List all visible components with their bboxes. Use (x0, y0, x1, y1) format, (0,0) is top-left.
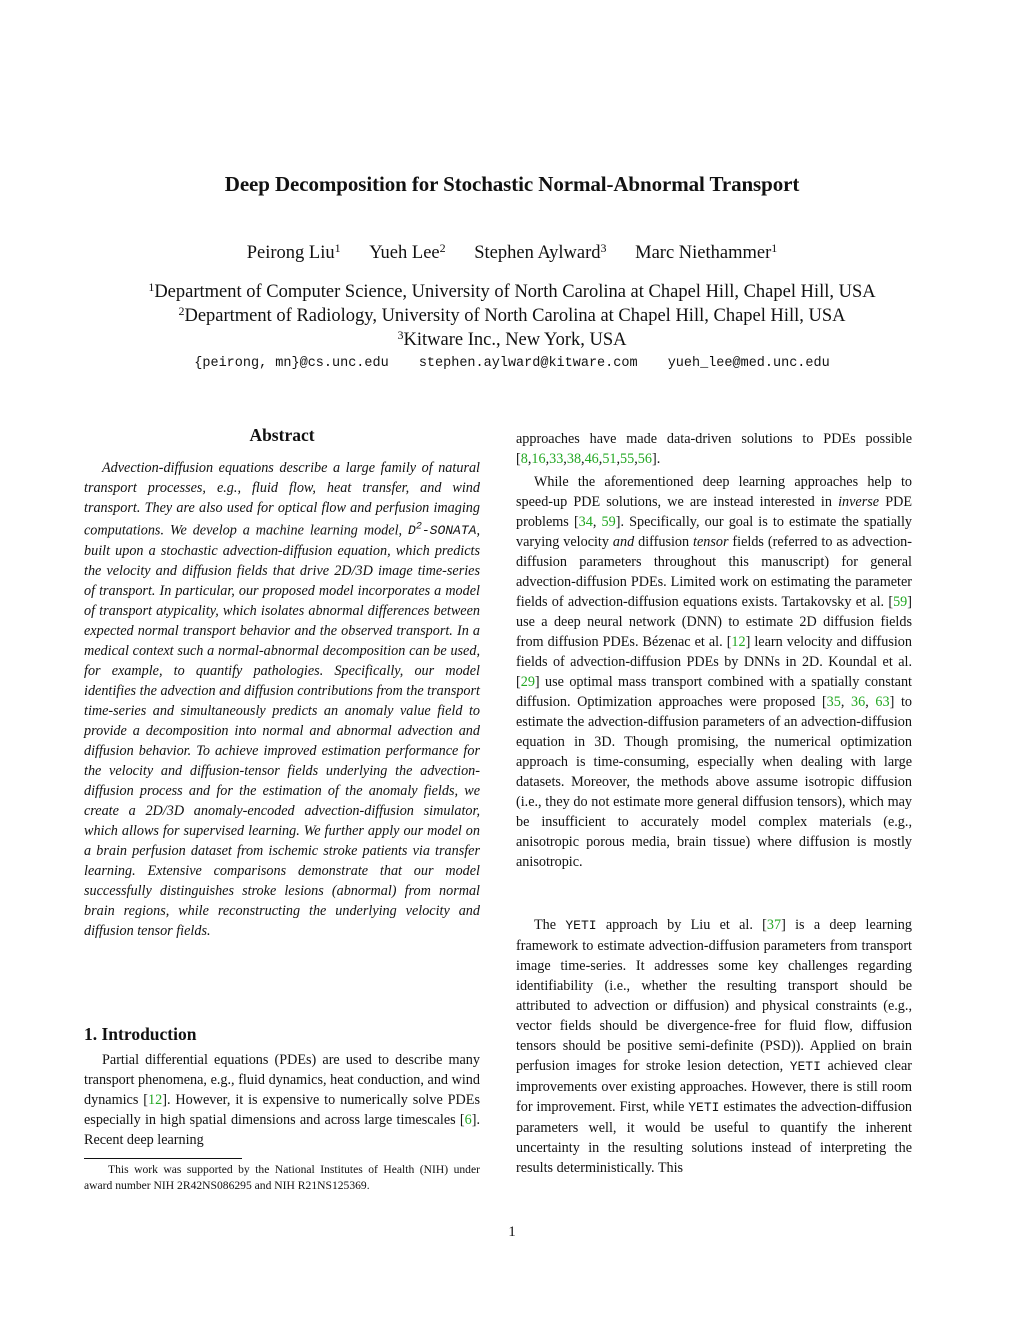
citation-link[interactable]: 37 (766, 917, 782, 933)
right-paragraph-3: The YETI approach by Liu et al. [37] is a deep learning framework to estimate advection-diffusion parameters from transport image time-series. It addresses some key challenges regarding identifiability (i.e., whether the resulting transport should be attributed to advection or diffusion) and physical constraints (e.g., vector fields should be divergence-free for fluid flow, diffusion tensors should be positive semi-definite (PSD)). Applied on brain perfusion images for stroke lesion detection, YETI achieved clear improvements over existing approaches. However, there is still room for improvement. First, while YETI estimates the advection-diffusion parameters well, it would be useful to quantify the inherent uncertainty in the resulting solutions instead of interpreting the results deterministically. This (516, 917, 913, 1176)
abstract-body: Advection-diffusion equations describe a large family of natural transport processes, e.g., fluid flow, heat transfer, and wind transport. They are also used for optical flow and perfusion imaging computations. We develop a machine learning model, $D^2$-SONATA, built upon a stochastic advection-diffusion equation, which predicts the velocity and diffusion fields that drive 2D/3D image time-series of transport. In particular, our proposed model incorporates a model of transport atypicality, which isolates abnormal differences between expected normal transport behavior and the observed transport. In a medical context such a normal-abnormal decomposition can be used, for example, to quantify pathologies. Specifically, our model identifies the advection and diffusion contributions from the transport time-series and simultaneously predicts an anomaly value field to provide a decomposition into normal and abnormal advection and diffusion behavior. To achieve improved estimation performance for the velocity and diffusion-tensor fields underlying the advection-diffusion process and for the estimation of the anomaly fields, we create a 2D/3D anomaly-encoded advection-diffusion simulator, which allows for supervised learning. We further apply our model on a brain perfusion dataset from ischemic stroke patients via transfer learning. Extensive comparisons demonstrate that our model successfully distinguishes stroke lesions (abnormal) from normal brain regions, while reconstructing the underlying velocity and diffusion tensor fields. (84, 460, 480, 940)
citation-link[interactable]: 34 (578, 514, 593, 530)
citation-link[interactable]: 59 (893, 594, 908, 610)
model-name: $D^2$-SONATA (408, 522, 477, 539)
author-4: Marc Niethammer$^1$ (635, 241, 778, 263)
citation-link[interactable]: 63 (875, 694, 890, 710)
email-list (0, 356, 1024, 371)
email-2: stephen.aylward@kitware.com (418, 356, 638, 371)
affiliation-3: $^3$Kitware Inc., New York, USA (397, 328, 627, 350)
citation-link[interactable]: 33 (549, 451, 564, 467)
abstract-heading: Abstract (249, 425, 315, 445)
author-2: Yueh Lee$^2$ (369, 241, 446, 263)
citation-link[interactable]: 12 (731, 634, 746, 650)
author-list (0, 241, 1024, 264)
footnote: This work was supported by the National Institutes of Health (NIH) under award number NIH 2R42NS086295 and NIH R21NS125369. (84, 1163, 480, 1192)
citation-link[interactable]: 46 (584, 451, 599, 467)
citation-link[interactable]: 35 (826, 694, 841, 710)
citation-link[interactable]: 56 (637, 451, 652, 467)
email-1: {peirong, mn}@cs.unc.edu (194, 356, 389, 371)
method-name: YETI (789, 1059, 821, 1074)
citation-link[interactable]: 29 (520, 674, 535, 690)
author-1: Peirong Liu$^1$ (246, 241, 341, 263)
citation-link[interactable]: 36 (851, 694, 866, 710)
affiliation-2: $^2$Department of Radiology, University of North Carolina at Chapel Hill, Chapel Hill, USA (178, 304, 846, 326)
citation-link[interactable]: 8 (520, 451, 528, 467)
citation-link[interactable]: 16 (531, 451, 546, 467)
email-3: yueh_lee@med.unc.edu (667, 356, 830, 371)
citation-link[interactable]: 55 (620, 451, 635, 467)
method-name: YETI (565, 918, 597, 933)
citation-link[interactable]: 12 (148, 1092, 163, 1108)
affiliation-1: $^1$Department of Computer Science, University of North Carolina at Chapel Hill, Chapel Hill, USA (148, 280, 876, 302)
citation-link[interactable]: 6 (464, 1112, 472, 1128)
author-3: Stephen Aylward$^3$ (474, 241, 607, 263)
footnote-divider (84, 1158, 242, 1159)
section-heading-introduction: 1. Introduction (84, 1024, 197, 1044)
citation-link[interactable]: 59 (601, 514, 616, 530)
page-number: 1 (508, 1224, 516, 1240)
citation-link[interactable]: 51 (602, 451, 617, 467)
intro-paragraph: Partial differential equations (PDEs) are used to describe many transport phenomena, e.g., fluid dynamics, heat conduction, and wind dynamics [12]. However, it is expensive to numerically solve PDEs especially in high spatial dimensions and across large timescales [6]. Recent deep learning (84, 1052, 480, 1148)
method-name: YETI (688, 1100, 720, 1115)
citation-link[interactable]: 38 (566, 451, 582, 467)
right-paragraph-2: While the aforementioned deep learning approaches help to speed-up PDE solutions, we are instead interested in inverse PDE problems [34, 59]. Specifically, our goal is to estimate the spatially varying velocity and diffusion tensor fields (referred to as advection-diffusion parameters throughout this manuscript) for general advection-diffusion PDEs. Limited work on estimating the parameter fields of advection-diffusion equations exists. Tartakovsky et al. [59] use a deep neural network (DNN) to estimate 2D diffusion fields from diffusion PDEs. Bézenac et al. [12] learn velocity and diffusion fields of advection-diffusion PDEs by DNNs in 2D. Koundal et al. [29] use optimal mass transport combined with a spatially constant diffusion. Optimization approaches were proposed [35, 36, 63] to estimate the advection-diffusion parameters of an advection-diffusion equation in 3D. Though promising, the numerical optimization approach is time-consuming, especially when dealing with large datasets. Moreover, the methods above assume isotropic diffusion (i.e., they do not estimate more general diffusion tensors), which may be insufficient to accurately model complex materials (e.g., anisotropic porous media, brain tissue) where diffusion is mostly anisotropic. (516, 474, 913, 870)
paper-title: Deep Decomposition for Stochastic Normal-Abnormal Transport (224, 172, 800, 196)
right-paragraph-1: approaches have made data-driven solutions to PDEs possible [8,16,33,38,46,51,55,56]. (516, 431, 912, 467)
